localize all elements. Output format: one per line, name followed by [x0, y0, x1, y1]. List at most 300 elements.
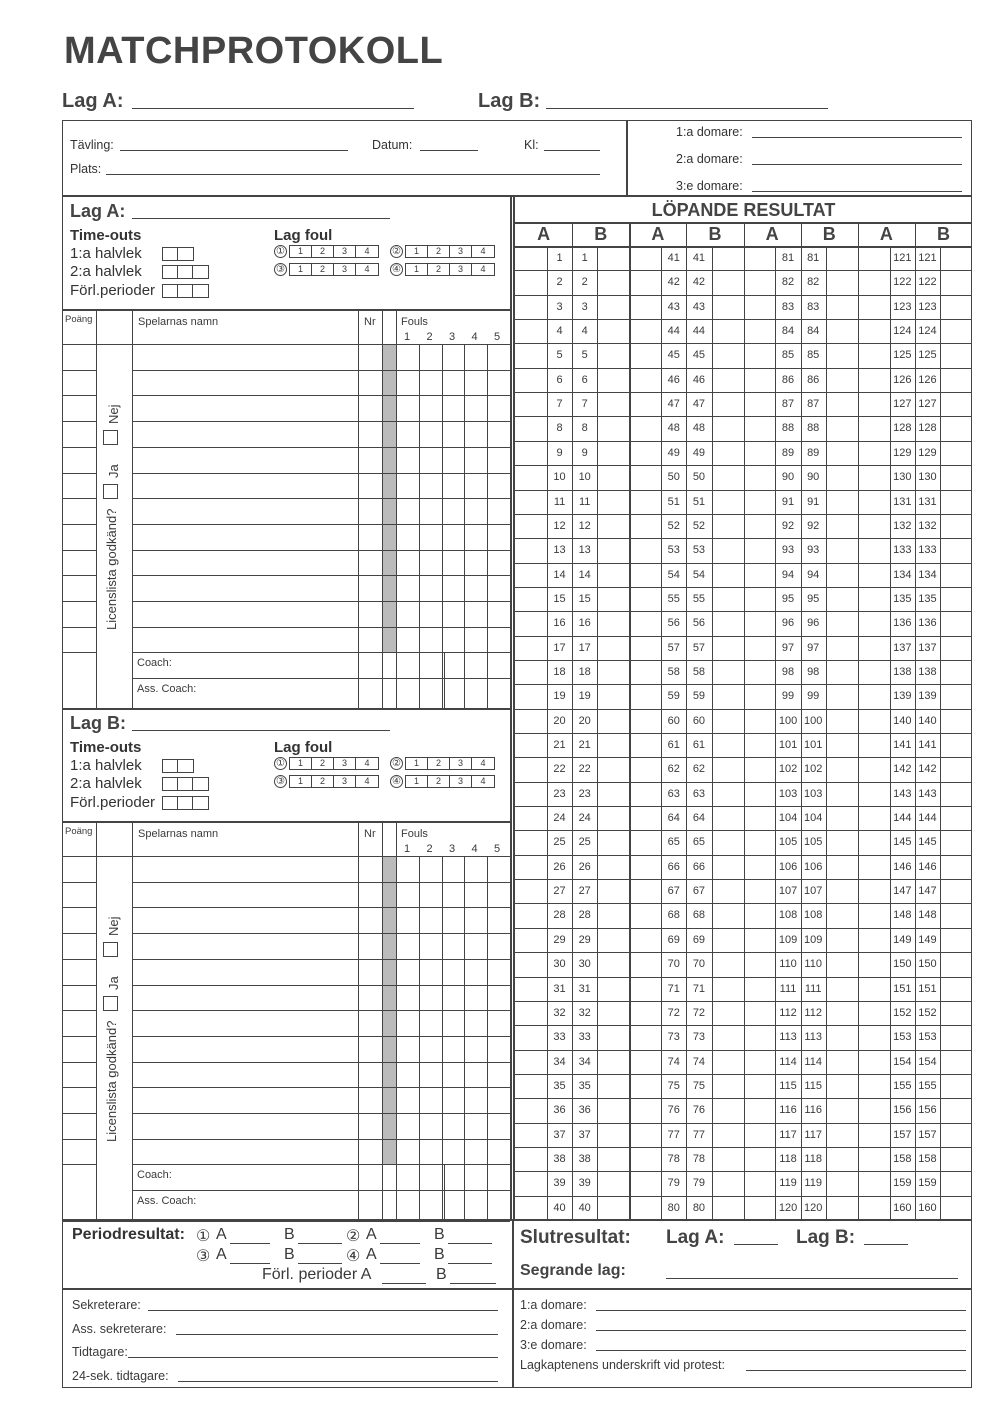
running-num-b[interactable]: 146 [918, 860, 937, 873]
running-num-b[interactable]: 45 [692, 349, 706, 362]
running-num-a[interactable]: 68 [667, 909, 680, 922]
running-num-a[interactable]: 62 [667, 763, 680, 776]
running-num-b[interactable]: 76 [692, 1104, 706, 1117]
running-num-b[interactable]: 38 [578, 1152, 591, 1165]
running-num-b[interactable]: 1 [581, 252, 588, 264]
running-num-b[interactable]: 140 [918, 714, 937, 727]
running-num-b[interactable]: 12 [578, 519, 591, 532]
official-left-field[interactable] [128, 1357, 498, 1358]
team-foul-period-1[interactable] [274, 245, 379, 258]
running-num-a[interactable]: 76 [667, 1104, 680, 1117]
running-num-a[interactable]: 119 [779, 1177, 797, 1190]
running-num-b[interactable]: 43 [692, 300, 706, 313]
running-num-b[interactable]: 15 [578, 592, 591, 605]
running-num-b[interactable]: 121 [918, 252, 937, 264]
running-num-a[interactable]: 65 [667, 836, 680, 849]
overtime-a-field[interactable] [382, 1283, 426, 1284]
running-num-a[interactable]: 128 [893, 422, 912, 435]
running-num-b[interactable]: 25 [578, 836, 591, 849]
running-num-b[interactable]: 67 [692, 885, 706, 898]
running-num-b[interactable]: 4 [581, 325, 588, 338]
running-num-a[interactable]: 94 [781, 568, 795, 581]
running-num-a[interactable]: 15 [553, 592, 566, 605]
running-num-b[interactable]: 87 [807, 398, 820, 411]
running-num-a[interactable]: 16 [553, 617, 566, 630]
foul-cell[interactable]: 1 [406, 758, 428, 769]
running-num-b[interactable]: 105 [804, 836, 823, 849]
running-num-b[interactable]: 157 [918, 1128, 937, 1141]
running-num-a[interactable]: 81 [781, 252, 795, 264]
running-num-b[interactable]: 46 [692, 373, 706, 386]
foul-cell[interactable]: 2 [312, 758, 334, 769]
running-num-a[interactable]: 8 [556, 422, 563, 435]
running-num-a[interactable]: 95 [781, 592, 795, 605]
running-num-b[interactable]: 148 [918, 909, 937, 922]
foul-cell[interactable]: 4 [480, 264, 486, 274]
running-num-a[interactable]: 21 [553, 739, 566, 751]
domare1-field[interactable] [752, 137, 962, 138]
running-num-b[interactable]: 74 [692, 1055, 706, 1068]
running-num-a[interactable]: 137 [893, 641, 912, 654]
running-num-a[interactable]: 63 [667, 787, 680, 800]
running-num-b[interactable]: 90 [807, 471, 820, 484]
running-num-b[interactable]: 138 [918, 665, 937, 678]
ja-checkbox[interactable] [103, 484, 118, 499]
running-num-b[interactable]: 99 [807, 690, 820, 703]
running-num-a[interactable]: 18 [553, 665, 566, 678]
running-num-b[interactable]: 63 [692, 787, 706, 800]
foul-cell[interactable]: 1 [290, 776, 312, 787]
running-num-a[interactable]: 86 [781, 373, 795, 386]
timeout-boxes[interactable] [162, 247, 194, 261]
running-num-b[interactable]: 70 [692, 958, 706, 971]
running-num-a[interactable]: 49 [667, 446, 680, 459]
running-num-b[interactable]: 78 [692, 1152, 706, 1165]
period-a-field[interactable] [380, 1243, 420, 1244]
running-num-b[interactable]: 55 [692, 592, 706, 605]
running-num-b[interactable]: 72 [692, 1006, 706, 1019]
running-num-a[interactable]: 7 [556, 398, 563, 411]
running-num-a[interactable]: 136 [893, 617, 912, 630]
foul-cell[interactable]: 4 [364, 758, 370, 768]
running-num-b[interactable]: 42 [692, 276, 706, 289]
running-num-b[interactable]: 65 [692, 836, 706, 849]
running-num-b[interactable]: 47 [692, 398, 706, 411]
running-num-a[interactable]: 48 [667, 422, 680, 435]
running-num-a[interactable]: 71 [667, 982, 680, 995]
running-num-b[interactable]: 28 [578, 909, 591, 922]
overtime-b-field[interactable] [450, 1283, 496, 1284]
running-num-a[interactable]: 73 [667, 1031, 680, 1044]
running-num-b[interactable]: 41 [692, 252, 706, 264]
timeout-boxes[interactable] [162, 777, 209, 791]
period-a-field[interactable] [380, 1263, 420, 1264]
running-num-a[interactable]: 101 [778, 739, 798, 751]
running-num-b[interactable]: 18 [578, 665, 591, 678]
period-a-field[interactable] [230, 1263, 270, 1264]
foul-cell[interactable]: 1 [290, 246, 312, 257]
running-num-a[interactable]: 26 [553, 860, 566, 873]
running-num-a[interactable]: 96 [781, 617, 795, 630]
foul-cell[interactable]: 3 [450, 758, 472, 769]
team-foul-period-3[interactable] [274, 263, 379, 276]
running-num-b[interactable]: 118 [804, 1152, 822, 1165]
running-num-a[interactable]: 9 [556, 446, 563, 459]
running-num-b[interactable]: 8 [581, 422, 588, 435]
running-num-b[interactable]: 136 [918, 617, 937, 630]
running-num-a[interactable]: 64 [667, 812, 680, 825]
foul-cell[interactable]: 3 [450, 264, 472, 275]
running-num-a[interactable]: 157 [893, 1128, 912, 1141]
running-num-a[interactable]: 87 [781, 398, 795, 411]
running-num-b[interactable]: 116 [804, 1104, 822, 1117]
running-num-a[interactable]: 77 [667, 1128, 680, 1141]
winner-field[interactable] [666, 1278, 958, 1279]
running-num-b[interactable]: 112 [804, 1006, 822, 1019]
running-num-a[interactable]: 149 [893, 933, 912, 946]
running-num-a[interactable]: 35 [553, 1079, 566, 1092]
running-num-a[interactable]: 118 [779, 1152, 797, 1165]
running-num-b[interactable]: 155 [918, 1079, 937, 1092]
running-num-b[interactable]: 89 [807, 446, 820, 459]
running-num-b[interactable]: 16 [578, 617, 591, 630]
running-num-b[interactable]: 73 [692, 1031, 706, 1044]
running-num-a[interactable]: 139 [893, 690, 912, 703]
running-num-a[interactable]: 70 [667, 958, 680, 971]
running-num-b[interactable]: 106 [804, 860, 823, 873]
running-num-b[interactable]: 19 [578, 690, 591, 703]
foul-cell[interactable]: 4 [364, 776, 370, 786]
running-num-a[interactable]: 44 [667, 325, 680, 338]
foul-cell[interactable]: 2 [312, 264, 334, 275]
running-num-a[interactable]: 90 [781, 471, 795, 484]
running-num-b[interactable]: 62 [692, 763, 706, 776]
running-num-a[interactable]: 33 [553, 1031, 566, 1044]
official-left-field[interactable] [178, 1381, 498, 1382]
running-num-a[interactable]: 43 [667, 300, 680, 313]
running-num-a[interactable]: 69 [667, 933, 680, 946]
running-num-a[interactable]: 98 [781, 665, 795, 678]
running-num-a[interactable]: 50 [667, 471, 680, 484]
running-num-a[interactable]: 135 [893, 592, 912, 605]
running-num-b[interactable]: 44 [692, 325, 706, 338]
running-num-a[interactable]: 115 [779, 1079, 797, 1092]
running-num-b[interactable]: 101 [804, 739, 823, 751]
running-num-b[interactable]: 132 [918, 519, 937, 532]
running-num-b[interactable]: 124 [918, 325, 937, 338]
running-num-a[interactable]: 20 [553, 714, 566, 727]
running-num-b[interactable]: 58 [692, 665, 706, 678]
running-num-b[interactable]: 131 [918, 495, 937, 508]
running-num-b[interactable]: 10 [578, 471, 591, 484]
running-num-a[interactable]: 91 [781, 495, 795, 508]
running-num-b[interactable]: 37 [578, 1128, 591, 1141]
running-num-a[interactable]: 82 [781, 276, 795, 289]
running-num-a[interactable]: 40 [553, 1201, 566, 1214]
team-foul-period-3[interactable] [274, 775, 379, 788]
running-num-b[interactable]: 144 [918, 812, 937, 825]
running-num-b[interactable]: 60 [692, 714, 706, 727]
kl-field[interactable] [544, 150, 600, 151]
running-num-b[interactable]: 5 [581, 349, 588, 362]
running-num-a[interactable]: 47 [667, 398, 680, 411]
running-num-a[interactable]: 114 [779, 1055, 797, 1068]
running-num-a[interactable]: 112 [779, 1006, 797, 1019]
running-num-a[interactable]: 42 [667, 276, 680, 289]
running-num-b[interactable]: 117 [804, 1128, 822, 1141]
running-num-a[interactable]: 37 [553, 1128, 566, 1141]
running-num-a[interactable]: 129 [893, 446, 912, 459]
foul-cell[interactable]: 2 [428, 776, 450, 787]
running-num-b[interactable]: 156 [918, 1104, 937, 1117]
running-num-a[interactable]: 99 [781, 690, 795, 703]
foul-cell[interactable]: 2 [428, 264, 450, 275]
running-num-a[interactable]: 127 [893, 398, 912, 411]
foul-cell[interactable]: 1 [406, 264, 428, 275]
running-num-a[interactable]: 22 [553, 763, 566, 776]
running-num-a[interactable]: 133 [893, 544, 912, 557]
running-num-a[interactable]: 131 [893, 495, 912, 508]
running-num-a[interactable]: 79 [667, 1177, 680, 1190]
running-num-b[interactable]: 53 [692, 544, 706, 557]
domare3-field[interactable] [752, 191, 962, 192]
running-num-b[interactable]: 21 [578, 739, 591, 751]
running-num-a[interactable]: 111 [779, 982, 797, 995]
running-num-a[interactable]: 126 [893, 373, 912, 386]
period-a-field[interactable] [230, 1243, 270, 1244]
running-num-b[interactable]: 149 [918, 933, 937, 946]
running-num-b[interactable]: 11 [578, 495, 591, 508]
running-num-b[interactable]: 86 [807, 373, 820, 386]
foul-cell[interactable]: 3 [334, 246, 356, 257]
running-num-b[interactable]: 142 [918, 763, 937, 776]
running-num-a[interactable]: 93 [781, 544, 795, 557]
running-num-b[interactable]: 30 [578, 958, 591, 971]
foul-cell[interactable]: 4 [480, 776, 486, 786]
foul-cell[interactable]: 1 [406, 246, 428, 257]
running-num-b[interactable]: 114 [804, 1055, 822, 1068]
running-num-b[interactable]: 64 [692, 812, 706, 825]
nej-checkbox[interactable] [103, 430, 118, 445]
running-num-b[interactable]: 102 [804, 763, 823, 776]
running-num-a[interactable]: 67 [667, 885, 680, 898]
running-num-a[interactable]: 36 [553, 1104, 566, 1117]
foul-cell[interactable]: 2 [312, 246, 334, 257]
running-num-b[interactable]: 68 [692, 909, 706, 922]
running-num-a[interactable]: 132 [893, 519, 912, 532]
running-num-b[interactable]: 24 [578, 812, 591, 825]
running-num-a[interactable]: 14 [553, 568, 566, 581]
foul-cell[interactable]: 4 [364, 246, 370, 256]
running-num-a[interactable]: 60 [667, 714, 680, 727]
running-num-a[interactable]: 83 [781, 300, 795, 313]
running-num-a[interactable]: 88 [781, 422, 795, 435]
running-num-a[interactable]: 152 [893, 1006, 912, 1019]
running-num-a[interactable]: 105 [778, 836, 798, 849]
running-num-b[interactable]: 123 [918, 300, 937, 313]
running-num-b[interactable]: 48 [692, 422, 706, 435]
running-num-b[interactable]: 95 [807, 592, 820, 605]
running-num-a[interactable]: 153 [893, 1031, 912, 1044]
running-num-b[interactable]: 93 [807, 544, 820, 557]
running-num-b[interactable]: 33 [578, 1031, 591, 1044]
running-num-b[interactable]: 2 [581, 276, 588, 289]
running-num-a[interactable]: 138 [893, 665, 912, 678]
running-num-b[interactable]: 158 [918, 1152, 937, 1165]
period-b-field[interactable] [298, 1263, 342, 1264]
running-num-b[interactable]: 107 [804, 885, 823, 898]
running-num-a[interactable]: 32 [553, 1006, 566, 1019]
running-num-b[interactable]: 137 [918, 641, 937, 654]
team-foul-period-2[interactable] [390, 245, 495, 258]
official-right-field[interactable] [596, 1330, 966, 1331]
running-num-b[interactable]: 85 [807, 349, 820, 362]
running-num-a[interactable]: 5 [556, 349, 563, 362]
running-num-b[interactable]: 145 [918, 836, 937, 849]
running-num-b[interactable]: 79 [692, 1177, 706, 1190]
foul-cell[interactable]: 1 [290, 264, 312, 275]
running-num-a[interactable]: 84 [781, 325, 795, 338]
running-num-b[interactable]: 7 [581, 398, 588, 411]
foul-cell[interactable]: 1 [290, 758, 312, 769]
running-num-a[interactable]: 117 [779, 1128, 797, 1141]
foul-cell[interactable]: 3 [450, 776, 472, 787]
official-left-field[interactable] [176, 1334, 498, 1335]
running-num-a[interactable]: 106 [778, 860, 798, 873]
running-num-b[interactable]: 69 [692, 933, 706, 946]
running-num-b[interactable]: 115 [804, 1079, 822, 1092]
running-num-a[interactable]: 4 [556, 325, 563, 338]
running-num-a[interactable]: 6 [556, 373, 563, 386]
foul-cell[interactable]: 2 [428, 246, 450, 257]
running-num-a[interactable]: 28 [553, 909, 566, 922]
running-num-b[interactable]: 128 [918, 422, 937, 435]
running-num-a[interactable]: 66 [667, 860, 680, 873]
running-num-a[interactable]: 154 [893, 1055, 912, 1068]
running-num-b[interactable]: 36 [578, 1104, 591, 1117]
running-num-a[interactable]: 25 [553, 836, 566, 849]
running-num-b[interactable]: 100 [804, 714, 823, 727]
foul-cell[interactable]: 2 [312, 776, 334, 787]
running-num-a[interactable]: 52 [667, 519, 680, 532]
running-num-b[interactable]: 113 [804, 1031, 822, 1044]
running-num-a[interactable]: 97 [781, 641, 795, 654]
running-num-a[interactable]: 23 [553, 787, 566, 800]
foul-cell[interactable]: 3 [450, 246, 472, 257]
foul-cell[interactable]: 3 [334, 758, 356, 769]
running-num-a[interactable]: 134 [893, 568, 912, 581]
running-num-a[interactable]: 51 [667, 495, 680, 508]
running-num-a[interactable]: 130 [893, 471, 912, 484]
running-num-a[interactable]: 121 [893, 252, 912, 264]
running-num-b[interactable]: 29 [578, 933, 591, 946]
running-num-a[interactable]: 31 [553, 982, 566, 995]
running-num-b[interactable]: 122 [918, 276, 937, 289]
running-num-b[interactable]: 159 [918, 1177, 937, 1190]
running-num-a[interactable]: 89 [781, 446, 795, 459]
running-num-b[interactable]: 81 [807, 252, 820, 264]
running-num-a[interactable]: 125 [893, 349, 912, 362]
running-num-a[interactable]: 58 [667, 665, 680, 678]
running-num-a[interactable]: 24 [553, 812, 566, 825]
running-num-b[interactable]: 98 [807, 665, 820, 678]
running-num-a[interactable]: 59 [667, 690, 680, 703]
period-b-field[interactable] [448, 1243, 492, 1244]
running-num-a[interactable]: 147 [893, 885, 912, 898]
running-num-b[interactable]: 150 [918, 958, 937, 971]
foul-cell[interactable]: 4 [480, 758, 486, 768]
header-team-b-field[interactable] [546, 108, 828, 109]
running-num-a[interactable]: 34 [553, 1055, 566, 1068]
running-num-a[interactable]: 110 [779, 958, 797, 971]
running-num-b[interactable]: 75 [692, 1079, 706, 1092]
running-num-a[interactable]: 102 [778, 763, 798, 776]
running-num-a[interactable]: 45 [667, 349, 680, 362]
running-num-b[interactable]: 110 [804, 958, 822, 971]
running-num-b[interactable]: 13 [578, 544, 591, 557]
running-num-b[interactable]: 133 [918, 544, 937, 557]
running-num-a[interactable]: 55 [667, 592, 680, 605]
running-num-a[interactable]: 30 [553, 958, 566, 971]
running-num-b[interactable]: 14 [578, 568, 591, 581]
running-num-b[interactable]: 153 [918, 1031, 937, 1044]
running-num-a[interactable]: 104 [778, 812, 798, 825]
running-num-b[interactable]: 147 [918, 885, 937, 898]
running-num-a[interactable]: 56 [667, 617, 680, 630]
running-num-b[interactable]: 130 [918, 471, 937, 484]
domare2-field[interactable] [752, 164, 962, 165]
running-num-b[interactable]: 27 [578, 885, 591, 898]
running-num-b[interactable]: 96 [807, 617, 820, 630]
running-num-a[interactable]: 92 [781, 519, 795, 532]
running-num-a[interactable]: 2 [556, 276, 563, 289]
running-num-a[interactable]: 160 [893, 1201, 912, 1214]
running-num-a[interactable]: 17 [553, 641, 566, 654]
running-num-b[interactable]: 39 [578, 1177, 591, 1190]
plats-field[interactable] [106, 174, 600, 175]
running-num-a[interactable]: 158 [893, 1152, 912, 1165]
timeout-boxes[interactable] [162, 265, 209, 279]
running-num-b[interactable]: 135 [918, 592, 937, 605]
running-num-a[interactable]: 53 [667, 544, 680, 557]
running-num-a[interactable]: 150 [893, 958, 912, 971]
running-num-a[interactable]: 74 [667, 1055, 680, 1068]
running-num-a[interactable]: 124 [893, 325, 912, 338]
running-num-a[interactable]: 159 [893, 1177, 912, 1190]
running-num-b[interactable]: 154 [918, 1055, 937, 1068]
period-b-field[interactable] [298, 1243, 342, 1244]
running-num-a[interactable]: 107 [778, 885, 798, 898]
tavling-field[interactable] [120, 150, 348, 151]
timeout-boxes[interactable] [162, 284, 209, 298]
running-num-b[interactable]: 40 [578, 1201, 591, 1214]
running-num-b[interactable]: 108 [804, 909, 823, 922]
running-num-b[interactable]: 103 [804, 787, 823, 800]
running-num-b[interactable]: 127 [918, 398, 937, 411]
running-num-a[interactable]: 75 [667, 1079, 680, 1092]
running-num-b[interactable]: 50 [692, 471, 706, 484]
ja-checkbox[interactable] [103, 996, 118, 1011]
datum-field[interactable] [420, 150, 478, 151]
team-foul-period-4[interactable] [390, 775, 495, 788]
foul-cell[interactable]: 3 [334, 264, 356, 275]
running-num-b[interactable]: 139 [918, 690, 937, 703]
running-num-a[interactable]: 72 [667, 1006, 680, 1019]
running-num-a[interactable]: 10 [553, 471, 566, 484]
running-num-b[interactable]: 20 [578, 714, 591, 727]
running-num-b[interactable]: 66 [692, 860, 706, 873]
running-num-a[interactable]: 109 [778, 933, 798, 946]
